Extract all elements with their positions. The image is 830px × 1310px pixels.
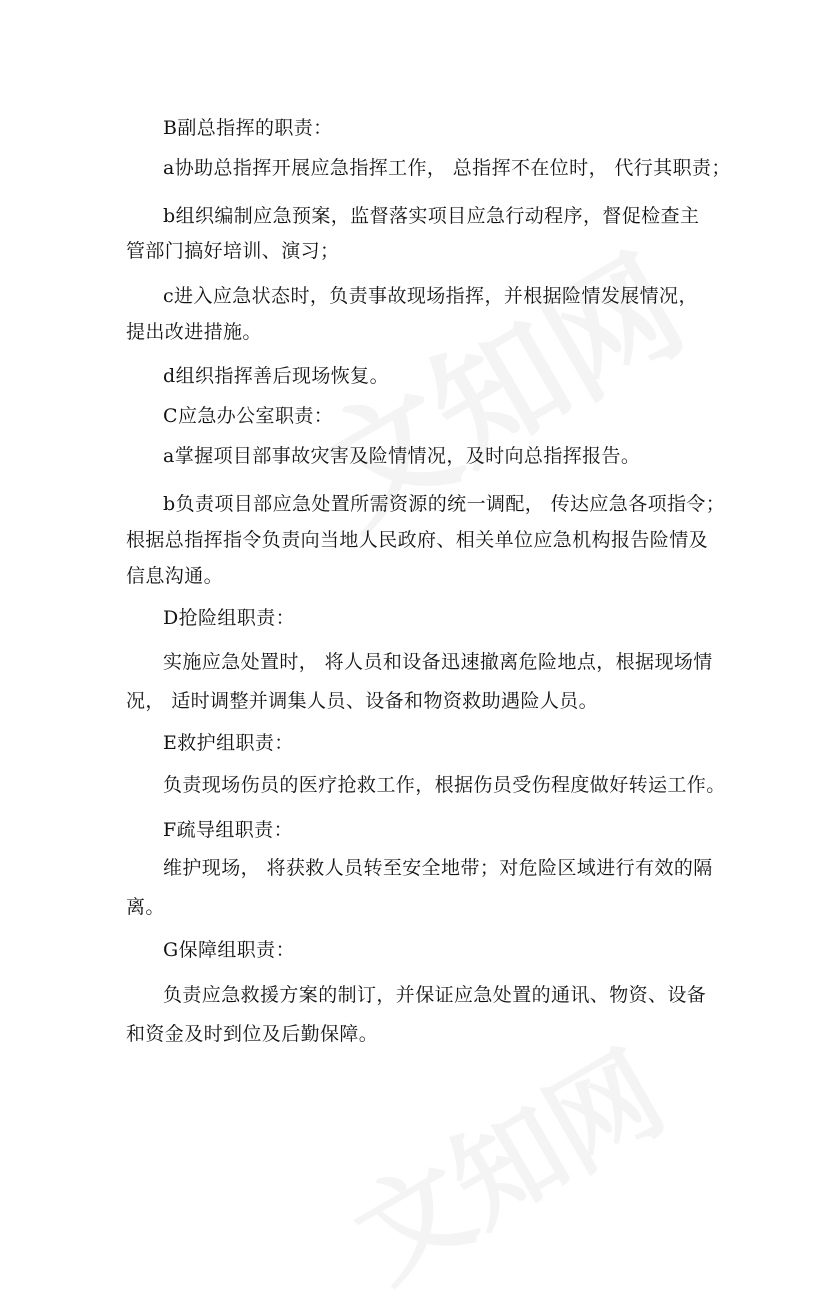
section-heading-g: G保障组职责： [163,939,295,961]
section-heading-c: C应急办公室职责： [163,405,334,427]
paragraph-line: 信息沟通。 [126,565,224,587]
paragraph-line: 离。 [126,896,165,918]
paragraph-line: 提出改进措施。 [126,321,262,343]
paragraph-line: 和资金及时到位及后勤保障。 [126,1023,379,1045]
watermark-bottom [323,1008,688,1310]
section-heading-d: D抢险组职责： [163,607,296,629]
section-heading-b: B副总指挥的职责： [163,117,333,139]
paragraph-line: 实施应急处置时， 将人员和设备迅速撤离危险地点，根据现场情 [163,651,713,673]
paragraph-line: d组织指挥善后现场恢复。 [163,365,389,387]
paragraph-line: a掌握项目部事故灾害及险情情况，及时向总指挥报告。 [163,445,641,467]
paragraph-line: 管部门搞好培训、演习； [126,240,340,262]
paragraph-line: a协助总指挥开展应急指挥工作， 总指挥不在位时， 代行其职责； [163,157,731,179]
section-heading-f: F疏导组职责： [163,819,293,841]
paragraph-line: b组织编制应急预案，监督落实项目应急行动程序，督促检查主 [163,205,700,227]
paragraph-line: c进入应急状态时，负责事故现场指挥，并根据险情发展情况， [163,285,698,307]
paragraph-line: 况， 适时调整并调集人员、设备和物资救助遇险人员。 [126,690,599,712]
paragraph-line: 负责应急救援方案的制订，并保证应急处置的通讯、物资、设备 [163,984,707,1006]
paragraph-line: 根据总指挥指令负责向当地人民政府、相关单位应急机构报告险情及 [126,529,709,551]
paragraph-line: 负责现场伤员的医疗抢救工作，根据伤员受伤程度做好转运工作。 [163,774,726,796]
paragraph-line: b负责项目部应急处置所需资源的统一调配， 传达应急各项指令； [163,493,726,515]
paragraph-line: 维护现场， 将获救人员转至安全地带；对危险区域进行有效的隔 [163,857,713,879]
section-heading-e: E救护组职责： [163,732,294,754]
